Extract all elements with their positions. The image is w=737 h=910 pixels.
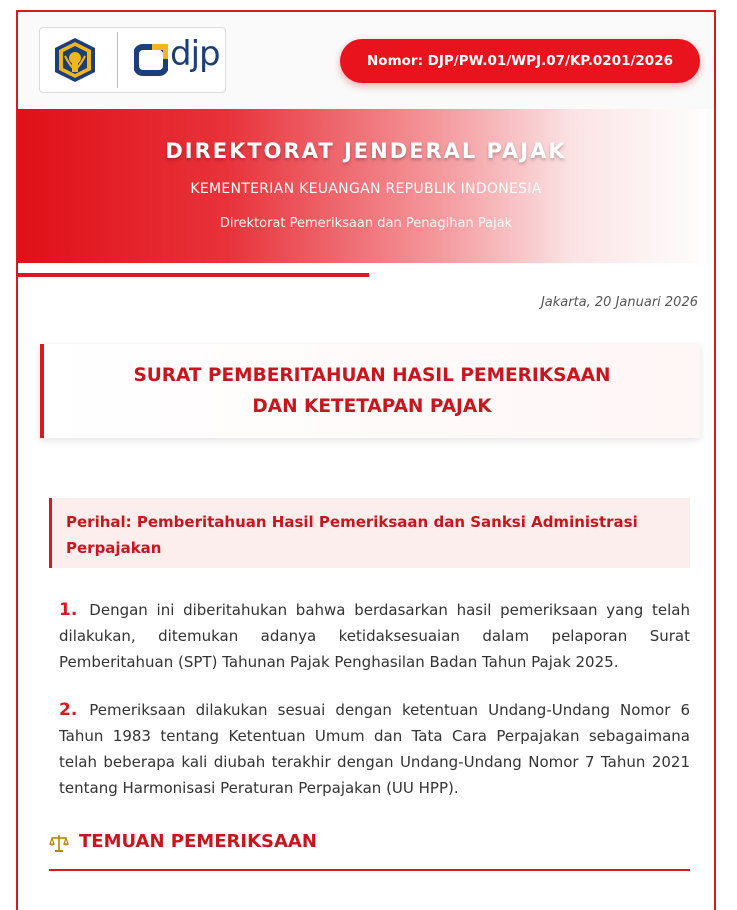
logo-divider	[117, 32, 118, 88]
banner-subtitle-2: Direktorat Pemeriksaan dan Penagihan Pajak	[219, 216, 513, 231]
header-banner	[18, 109, 714, 263]
paragraph-number: 2.	[59, 700, 78, 720]
paragraph-1	[59, 597, 690, 675]
letter-date: Jakarta, 20 Januari 2026	[540, 295, 698, 310]
section-heading	[49, 831, 690, 871]
paragraph-text: Pemeriksaan dilakukan sesuai dengan ketentuan Undang-Undang Nomor 6 Tahun 1983 tentang Ketentuan Umum dan Tata Cara Perpajakan sebagaimana telah beberapa kali diubah terakhir dengan Undang-Undang Nomor 7 Tahun 2021 tentang Harmonisasi Peraturan Perpajakan (UU HPP).	[59, 701, 690, 797]
paragraph-2	[59, 697, 690, 801]
djp-logo-text: djp	[170, 34, 220, 74]
logo-box	[39, 27, 226, 93]
nomor-badge: Nomor: DJP/PW.01/WPJ.07/KP.0201/2026	[340, 39, 700, 83]
letter-title-box	[40, 344, 700, 438]
section-title: TEMUAN PEMERIKSAAN	[79, 831, 317, 852]
letter-title-line-1: SURAT PEMBERITAHUAN HASIL PEMERIKSAAN	[133, 365, 611, 386]
scale-icon	[49, 833, 69, 853]
kemenkeu-logo-icon	[51, 36, 99, 84]
paragraph-text: Dengan ini diberitahukan bahwa berdasarkan hasil pemeriksaan yang telah dilakukan, ditemukan adanya ketidaksesuaian dalam pelaporan Surat Pemberitahuan (SPT) Tahunan Pajak Penghasilan Badan Tahun Pajak 2025.	[59, 601, 690, 671]
accent-line	[18, 273, 369, 277]
banner-title: DIREKTORAT JENDERAL PAJAK	[165, 139, 567, 163]
paragraph-number: 1.	[59, 600, 78, 620]
banner-subtitle: KEMENTERIAN KEUANGAN REPUBLIK INDONESIA	[190, 181, 542, 197]
letter-title-line-2: DAN KETETAPAN PAJAK	[252, 396, 492, 417]
letter-header	[18, 12, 714, 109]
djp-logo-icon	[134, 43, 168, 77]
letter-frame	[16, 10, 716, 910]
perihal-box: Perihal: Pemberitahuan Hasil Pemeriksaan dan Sanksi Administrasi Perpajakan	[49, 498, 690, 568]
